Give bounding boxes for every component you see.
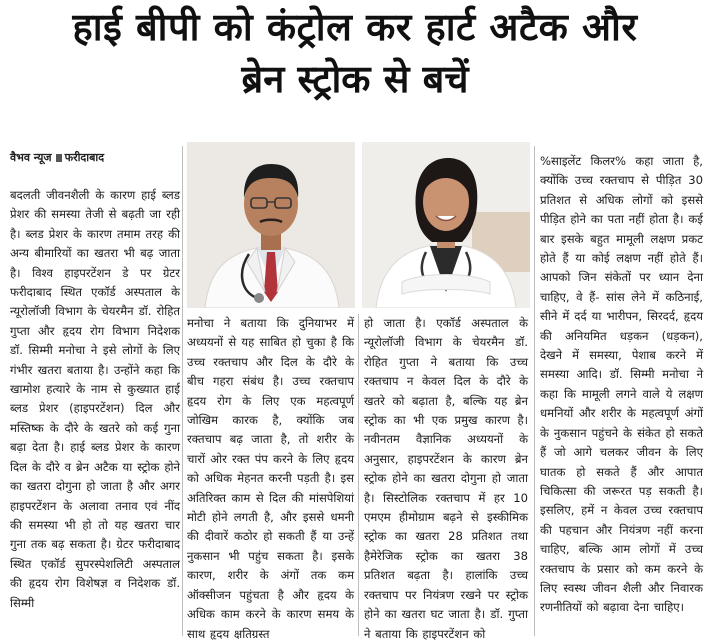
article-column-4: %साइलेंट किलर% कहा जाता है, क्योंकि उच्च रक्तचाप से पीड़ित 30 प्रतिशत से अधिक लोगों को इससे पीड़ित होने का पता नहीं होता है। कई बार इसके बहुत मामूली लक्षण प्रकट होते हैं या कोई लक्षण नहीं होते हैं। आपको जिन संकेतों पर ध्यान देना चाहिए, वे हैं- सांस लेने में कठिनाई, सीने में दर्द या भारीपन, सिरदर्द, हृदय की अनियमित धड़कन (धड़कन), देखने में समस्या, पेशाब करने में समस्या आदि। डॉ. सिम्मी मनोचा ने कहा कि मामूली लगने वाले ये लक्षण धमनियों और शरीर के महत्वपूर्ण अंगों के नुकसान पहुंचने के संकेत हो सकते हैं जो आगे चलकर जीवन के लिए घातक हो सकते हैं और आपात चिकित्सा की जरूरत पड़ सकती है। इसलिए, हमें न केवल उच्च रक्तचाप की पहचान और नियंत्रण नहीं करना चाहिए, बल्कि आम लोगों में उच्च रक्तचाप के प्रसार को कम करने के लिए स्वस्थ जीवन शैली और निवारक रणनीतियों को बढ़ावा देना चाहिए।	[540, 154, 703, 615]
doctor-portrait-female	[362, 142, 530, 308]
column-rule-2	[358, 314, 359, 636]
byline-source: वैभव न्यूज	[10, 151, 52, 164]
headline-line-2: ब्रेन स्ट्रोक से बचें	[241, 57, 469, 101]
byline-separator	[56, 154, 62, 162]
byline-place: फरीदाबाद	[64, 151, 105, 164]
headline	[0, 4, 710, 102]
dr-rohit-gupta-photo	[187, 142, 355, 308]
column-rule-1	[182, 146, 183, 636]
column-rule-3	[534, 146, 535, 636]
article-column-2: मनोचा ने बताया कि दुनियाभर में अध्ययनों से यह साबित हो चुका है कि उच्च रक्तचाप और दिल के दौरे के बीच गहरा संबंध है। उच्च रक्तचाप हृदय रोग के लिए एक महत्वपूर्ण जोखिम कारक है, क्योंकि जब रक्तचाप बढ़ जाता है, तो शरीर के चारों ओर रक्त पंप करने के लिए हृदय को अधिक मेहनत करनी पड़ती है। इस अतिरिक्त काम से दिल की मांसपेशियां मोटी होने लगती है, और इससे धमनी की दीवारें कठोर हो सकती हैं या उन्हें नुकसान भी पहुंच सकता है। इसके कारण, शरीर के अंगों तक कम ऑक्सीजन पहुंचता है और हृदय के अधिक काम करने के कारण समय के साथ हृदय क्षतिग्रस्त	[187, 316, 354, 641]
headline-line-1: हाई बीपी को कंट्रोल कर हार्ट अटैक और	[72, 5, 638, 49]
doctor-portrait-male	[187, 142, 355, 308]
dr-simmi-manocha-photo	[362, 142, 530, 308]
article-column-3: हो जाता है। एकॉर्ड अस्पताल के न्यूरोलॉजी विभाग के चेयरमैन डॉ. रोहित गुप्ता ने बताया कि उच्च रक्तचाप न केवल दिल के दौरे के खतरे को बढ़ाता है, बल्कि यह ब्रेन स्ट्रोक का भी एक प्रमुख कारण है। नवीनतम वैज्ञानिक अध्ययनों के अनुसार, हाइपरटेंशन के कारण ब्रेन स्ट्रोक होने का खतरा दोगुना हो जाता है। सिस्टोलिक रक्तचाप में हर 10 एमएम हीमोग्राम बढ़ने से इस्कीमिक स्ट्रोक का खतरा 28 प्रतिशत तथा हैमेरेजिक स्ट्रोक का खतरा 38 प्रतिशत बढ़ता है। हालांकि उच्च रक्तचाप पर नियंत्रण रखने पर स्ट्रोक होने का खतरा घट जाता है। डॉ. गुप्ता ने बताया कि हाइपरटेंशन को	[364, 316, 528, 641]
byline	[10, 150, 104, 165]
article-column-1: बदलती जीवनशैली के कारण हाई ब्लड प्रेशर की समस्या तेजी से बढ़ती जा रही है। ब्लड प्रेशर के कारण तमाम तरह की अन्य बीमारियों का खतरा भी बढ़ जाता है। विश्व हाइपरटेंशन डे पर ग्रेटर फरीदाबाद स्थित एकॉर्ड अस्पताल के न्यूरोलॉजी विभाग के चेयरमैन डॉ. रोहित गुप्ता और हृदय रोग विभाग निदेशक डॉ. सिम्मी मनोचा ने इसे लोगों के लिए गंभीर खतरा बताया है। उन्होंने कहा कि खामोश हत्यारे के नाम से कुख्यात हाई ब्लड प्रेशर (हाइपरटेंशन) दिल और मस्तिष्क के दौरे के खतरे को कई गुना बढ़ा देता है। हाई ब्लड प्रेशर के कारण दिल के दौरे व ब्रेन अटैक या स्ट्रोक होने का खतरा दोगुना हो जाता है और अगर हाइपरटेंशन के अलावा तनाव एवं नींद की समस्या भी हो तो यह खतरा चार गुना तक बढ़ सकता है। ग्रेटर फरीदाबाद स्थित एकॉर्ड सुपरस्पेशलिटी अस्पताल की हृदय रोग विशेषज्ञ व निदेशक डॉ. सिम्मी	[10, 188, 180, 610]
